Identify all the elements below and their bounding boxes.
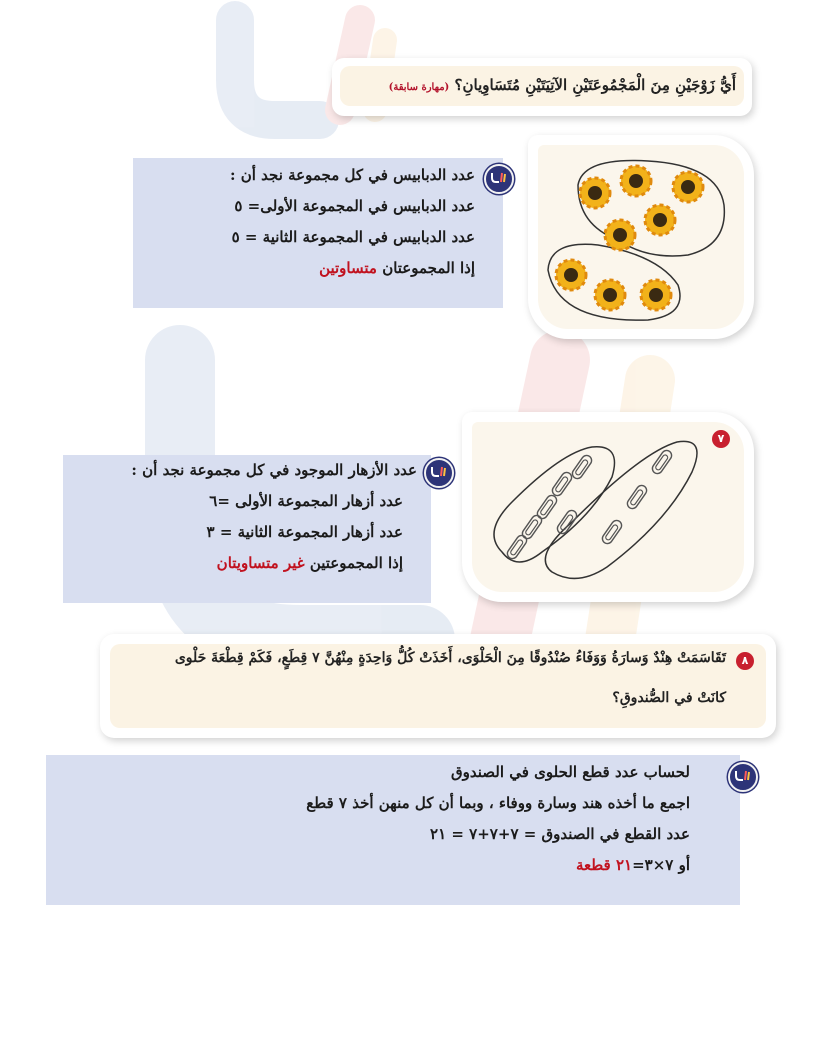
sunflower-image [538, 145, 744, 329]
answer-3-line-2: اجمع ما أخذه هند وسارة ووفاء ، وبما أن كل منهن أخذ ٧ قطع [306, 794, 690, 812]
question-text [389, 76, 736, 94]
sunflower-image-card [528, 135, 754, 339]
answer-1-result: متساوتين [319, 259, 377, 277]
answer-badge-1 [484, 164, 514, 194]
answer-2-line-1: عدد الأزهار الموجود في كل مجموعة نجد أن : [131, 461, 417, 479]
answer-badge-3 [728, 762, 758, 792]
logo-icon [734, 770, 752, 782]
exercise-8-line-1: تَقَاسَمَتْ هِنْدٌ وَسارَةُ وَوَفَاءُ صُنْدُوقًا مِنَ الْحَلْوَى، أَخَذَتْ كُلُّ وَاحِدَةٍ مِنْهُنَّ ٧ قِطَعٍ، فَكَمْ قِطْعَةَ حَلْوى [174, 650, 726, 666]
answer-2-result: غير متساويتان [216, 554, 305, 572]
logo-icon [490, 172, 508, 184]
answer-1-line-1: عدد الدبابيس في كل مجموعة نجد أن : [230, 166, 475, 184]
skill-label: (مهارة سابقة) [388, 82, 450, 93]
answer-3-line-4 [576, 856, 690, 874]
answer-2-line-4 [217, 554, 403, 572]
answer-box-3 [46, 755, 740, 905]
answer-2-line-3: عدد أزهار المجموعة الثانية = ٣ [206, 523, 403, 541]
answer-1-line-2: عدد الدبابيس في المجموعة الأولى= ٥ [234, 197, 475, 215]
answer-box-2 [63, 455, 431, 603]
question-main: أَيُّ زَوْجَيْنِ مِنَ الْمَجْمُوعَتَيْنِ الآتِيَتَيْنِ مُتَسَاوِيانِ؟ [454, 76, 736, 94]
exercise-8-line-2: كانَتْ في الصُّندوقِ؟ [612, 690, 726, 706]
answer-2-conclusion: إذا المجموعتين [309, 554, 403, 572]
question-card [332, 58, 752, 116]
exercise-7-number: ٧ [712, 430, 730, 448]
answer-badge-2 [424, 458, 454, 488]
answer-3-line-3: عدد القطع في الصندوق = ٧+٧+٧ = ٢١ [430, 825, 690, 843]
answer-1-line-3: عدد الدبابيس في المجموعة الثانية = ٥ [231, 228, 475, 246]
answer-1-line-4 [319, 259, 475, 277]
logo-icon [430, 466, 448, 478]
answer-1-conclusion: إذا المجموعتان [382, 259, 475, 277]
answer-box-1 [133, 158, 503, 308]
sunflower-groups-diagram [538, 145, 744, 329]
answer-2-line-2: عدد أزهار المجموعة الأولى =٦ [209, 492, 403, 510]
paperclip-image [472, 422, 744, 592]
answer-3-result: ٢١ قطعة [575, 856, 633, 874]
paperclip-image-card [462, 412, 754, 602]
answer-3-formula: أو ٧×٣= [632, 856, 690, 874]
answer-3-line-1: لحساب عدد قطع الحلوى في الصندوق [451, 763, 690, 781]
exercise-8-card [100, 634, 776, 738]
paperclip-groups-diagram [472, 422, 744, 592]
exercise-8-number: ٨ [736, 652, 754, 670]
